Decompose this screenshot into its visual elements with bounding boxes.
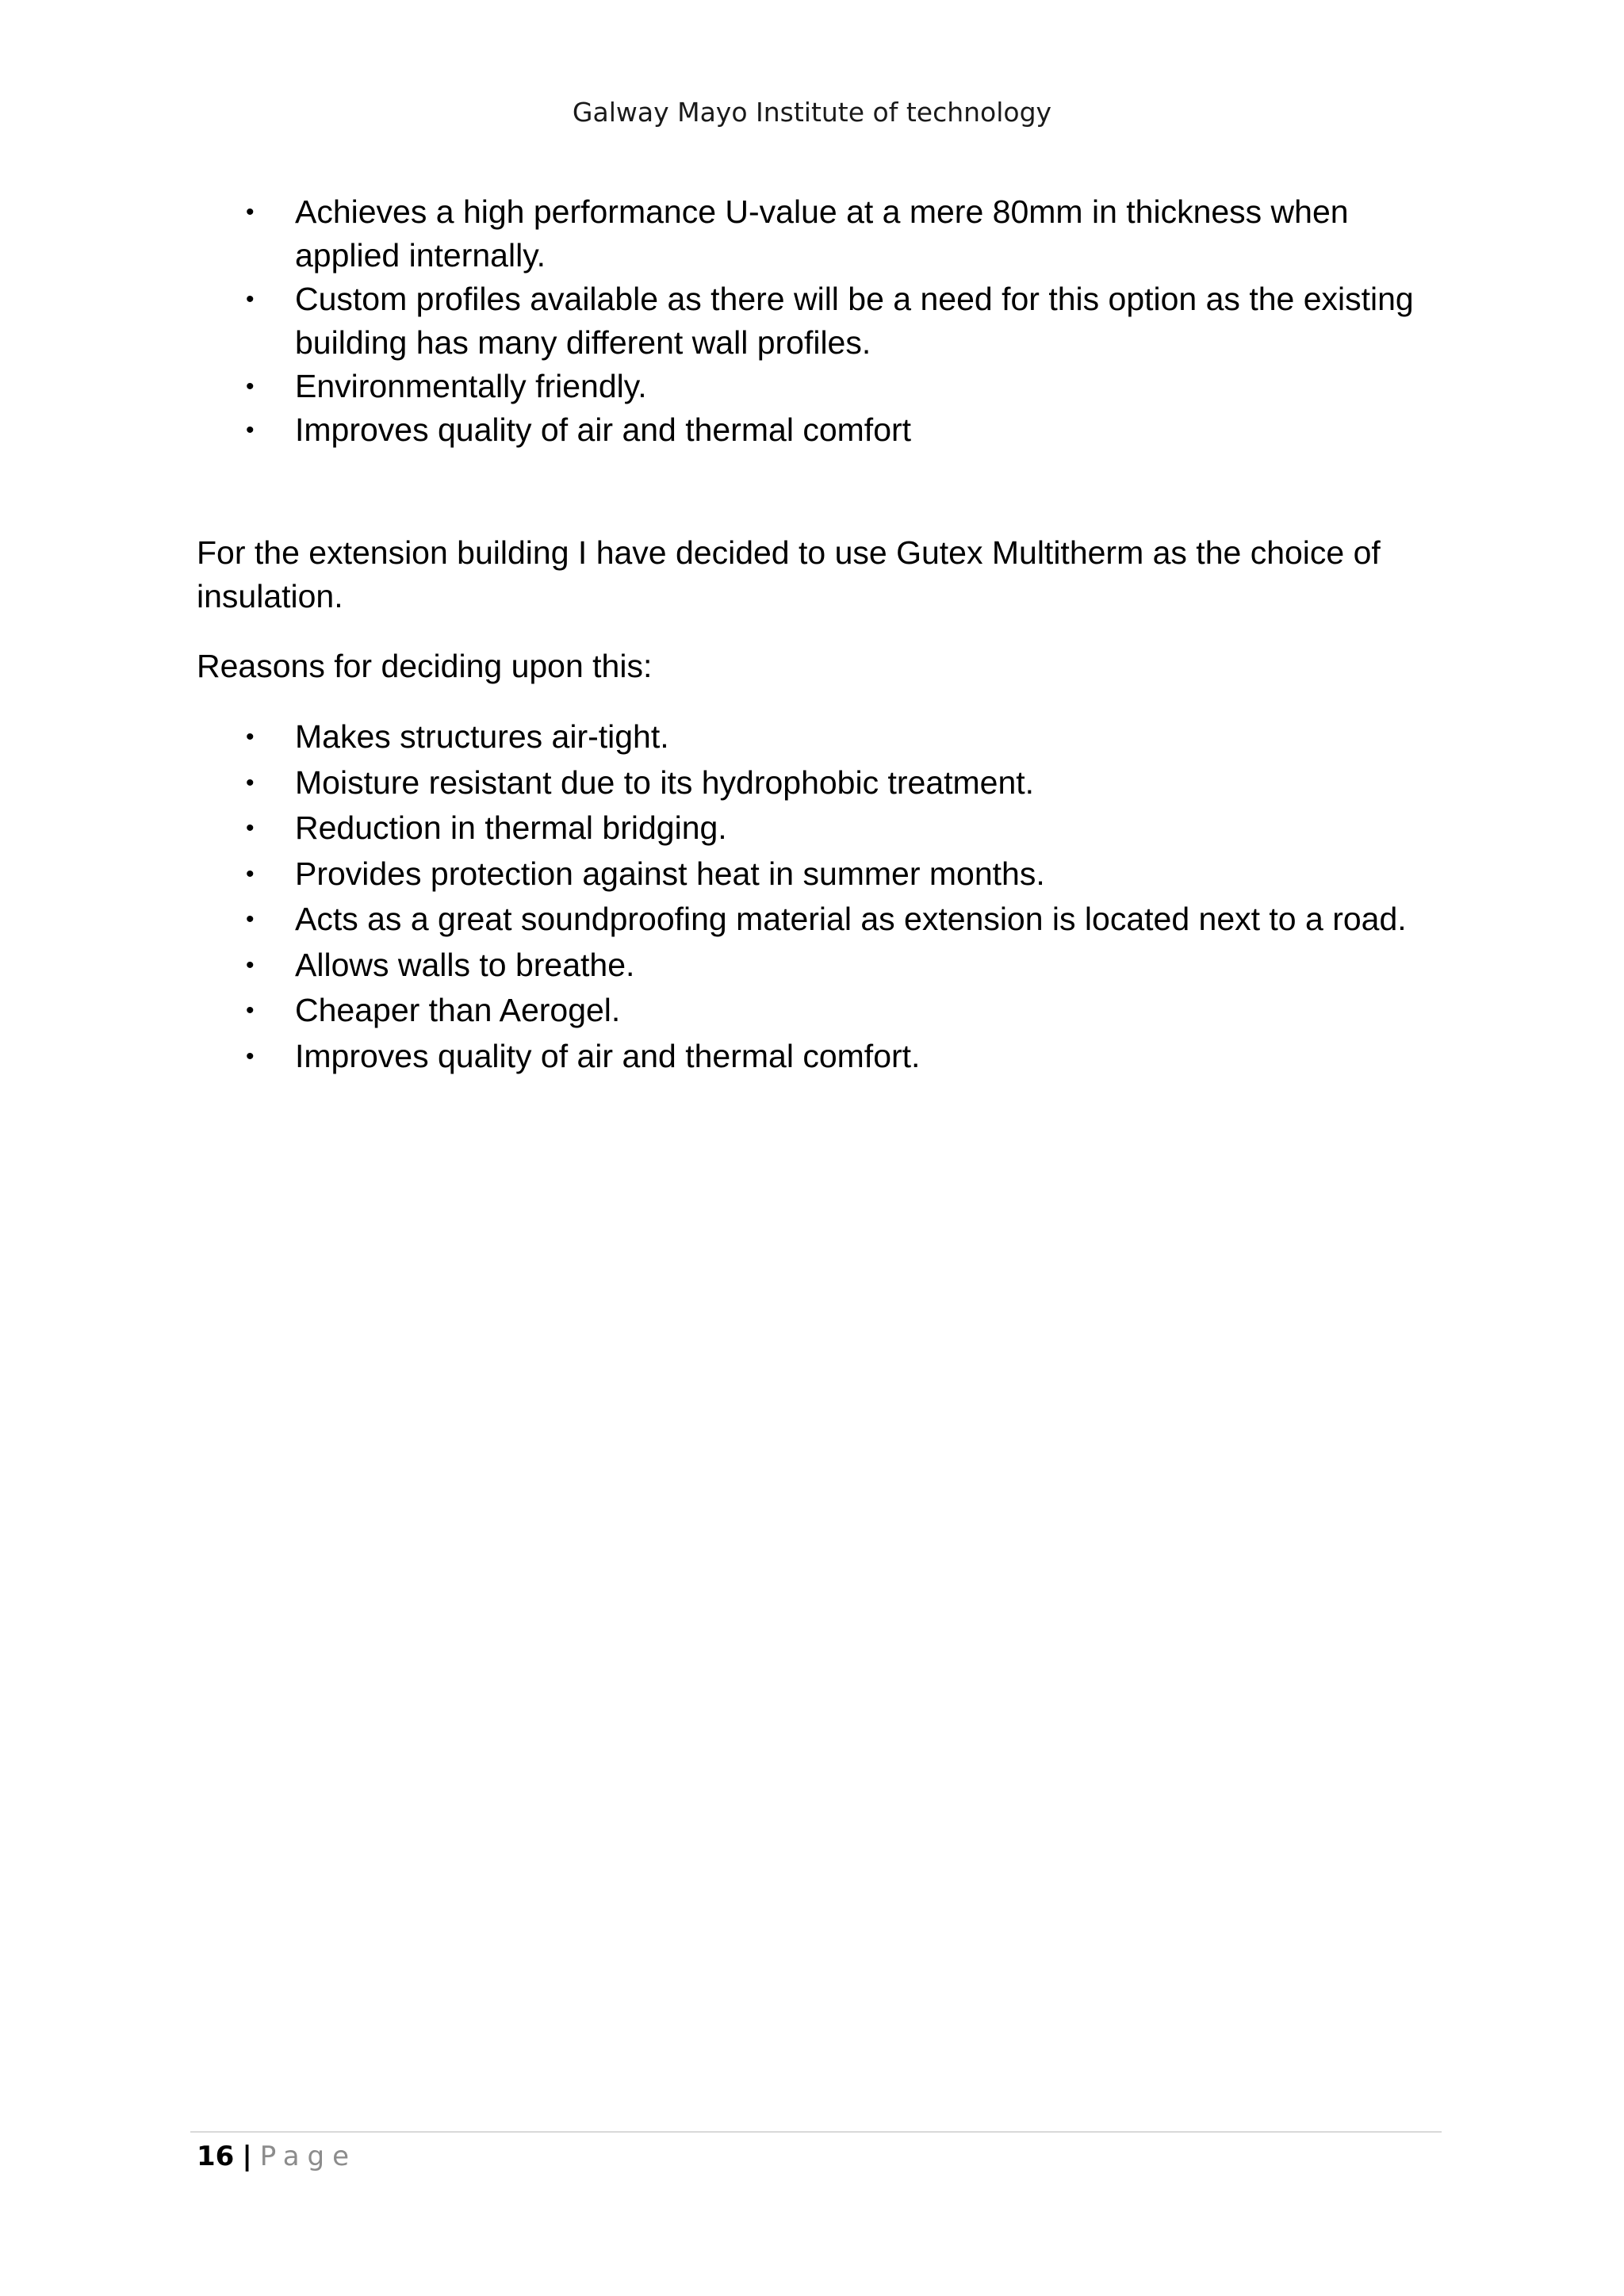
footer-divider	[190, 2131, 1442, 2133]
feature-list-internal	[197, 190, 1442, 452]
list-item: • Achieves a high performance U-value at a mere 80mm in thickness when applied internally.	[197, 190, 1442, 277]
footer-separator: |	[242, 2141, 252, 2172]
list-item: • Environmentally friendly.	[197, 365, 1442, 408]
bullet-icon: •	[246, 769, 255, 796]
bullet-icon: •	[246, 906, 255, 932]
page-footer	[197, 2137, 357, 2175]
list-item: • Acts as a great soundproofing material as extension is located next to a road.	[197, 897, 1442, 943]
bullet-icon: •	[246, 199, 255, 225]
list-item: • Improves quality of air and thermal comfort	[197, 408, 1442, 452]
bullet-icon: •	[246, 373, 255, 400]
bullet-icon: •	[246, 815, 255, 841]
list-item: • Reduction in thermal bridging.	[197, 806, 1442, 851]
page-word: Page	[259, 2141, 358, 2172]
paragraph-extension: For the extension building I have decided to use Gutex Multitherm as the choice of insulation.	[197, 534, 1381, 614]
bullet-icon: •	[246, 286, 255, 312]
bullet-icon: •	[246, 951, 255, 978]
document-body	[197, 190, 1442, 1079]
bullet-icon: •	[246, 1043, 255, 1070]
list-item: • Cheaper than Aerogel.	[197, 988, 1442, 1034]
page-header: Galway Mayo Institute of technology	[572, 97, 1052, 128]
list-item: • Moisture resistant due to its hydrophobic treatment.	[197, 760, 1442, 806]
bullet-icon: •	[246, 997, 255, 1024]
page-number: 16	[197, 2141, 235, 2172]
paragraph-reasons-intro: Reasons for deciding upon this:	[197, 648, 653, 684]
list-item: • Allows walls to breathe.	[197, 943, 1442, 989]
bullet-icon: •	[246, 724, 255, 750]
list-item: • Makes structures air-tight.	[197, 714, 1442, 760]
list-item: • Custom profiles available as there will be a need for this option as the existing building has many different wall profiles.	[197, 277, 1442, 365]
bullet-icon: •	[246, 860, 255, 887]
bullet-icon: •	[246, 417, 255, 443]
reasons-list	[197, 714, 1442, 1079]
list-item: • Provides protection against heat in summer months.	[197, 851, 1442, 897]
list-item: • Improves quality of air and thermal comfort.	[197, 1034, 1442, 1080]
